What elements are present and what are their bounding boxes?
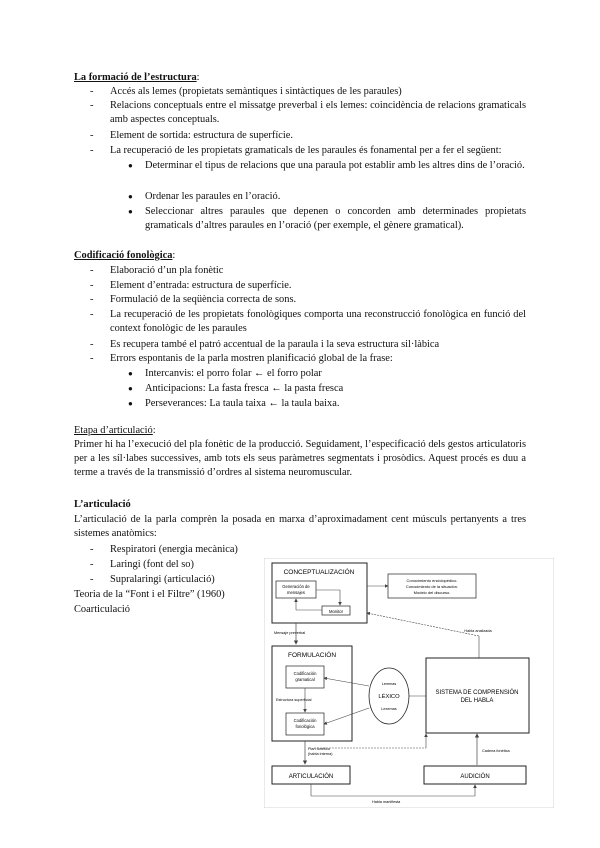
section1-heading [74, 71, 200, 85]
section4-paragraph: L’articulació de la parla comprèn la posada en marxa d’aproximadament cent músculs pertanyents a tres sistemes anatòmics: [74, 514, 526, 539]
round-bullet: ● [128, 399, 133, 408]
section2-item-3: Formulació de la seqüència correcta de sons. [110, 294, 297, 305]
section3-colon: : [152, 425, 156, 436]
articulacion-label: ARTICULACIÓN [288, 774, 334, 780]
dash-bullet: - [90, 309, 94, 320]
section1-item-4: La recuperació de les propietats gramaticals de les paraules és fonamental per a fer el següent: [110, 145, 502, 156]
section1-subitem-1: Determinar el tipus de relacions que una paraula pot establir amb les altres dins de l’oració. [145, 160, 525, 171]
section2-title: Codificació fonològica [74, 250, 173, 261]
section2-subitem-2: Anticipacions: La fasta fresca ← la pasta fresca [145, 383, 344, 394]
section4-item-3: Supralaringi (articulació) [110, 574, 215, 585]
habla-manifiesta-label: Habla manifiesta [372, 800, 401, 804]
section1-item-3: Element de sortida: estructura de superfície. [110, 130, 293, 141]
round-bullet: ● [128, 192, 133, 201]
cadena-fonetica-label: Cadena fonética [482, 749, 510, 753]
section4-line-2: Coarticulació [74, 604, 130, 615]
section2-heading [74, 249, 175, 263]
section2-item-4: La recuperació de les propietats fonològiques comporta una reconstrucció fonològica en funció del context fonològic de les paraules [110, 309, 526, 334]
section2-colon: : [172, 250, 176, 261]
dash-bullet: - [90, 100, 94, 111]
diagram-frame [264, 558, 554, 808]
section2-item-1: Elaboració d’un pla fonètic [110, 265, 224, 276]
section4-title: L’articulació [74, 499, 131, 510]
monitor-label: Monitor [329, 609, 343, 614]
section4-line-1: Teoria de la “Font i el Filtre” (1960) [74, 589, 225, 600]
dash-bullet: - [90, 130, 94, 141]
section3-paragraph: Primer hi ha l’execució del pla fonètic de la producció. Seguidament, l’especificació dels gestos articulatoris per a les síl·labes successives, amb tots els seus paràmetres segmentats i prosòdics. Aquest procés es duu a terme a través de la transmissió d’ordres al sistema neuromuscular. [74, 439, 526, 478]
section3-title: Etapa d’articulació [74, 425, 153, 436]
dash-bullet: - [90, 339, 94, 350]
section3-heading [74, 424, 156, 438]
round-bullet: ● [128, 369, 133, 378]
section2-item-2: Element d’entrada: estructura de superfície. [110, 280, 292, 291]
section1-colon: : [196, 72, 200, 83]
cod-fonologica-line-1: Codificación [293, 718, 317, 723]
lemmas-label: Lemmas [381, 682, 397, 686]
round-bullet: ● [128, 161, 133, 170]
section1-subitem-3: Seleccionar altres paraules que depenen o concorden amb determinades propietats gramaticals d’altres paraules en l’oració (per exemple, el gènere gramatical). [145, 206, 526, 231]
sistema-line-1: SISTEMA DE COMPRENSIÓN [435, 690, 519, 696]
round-bullet: ● [128, 207, 133, 216]
plan-fonetico-line-1: Plan fonético [308, 747, 330, 751]
estructura-superficial-label: Estructura superficial [276, 698, 312, 702]
speech-production-diagram [264, 558, 554, 808]
conceptualizacion-label: CONCEPTUALIZACIÓN [283, 569, 355, 576]
dash-bullet: - [90, 294, 94, 305]
lexemas-label: Lexemas [381, 707, 397, 711]
generacion-line-1: Generación de [282, 584, 310, 589]
dash-bullet: - [90, 280, 94, 291]
formulacion-label: FORMULACIÓN [287, 652, 337, 659]
dash-bullet: - [90, 86, 94, 97]
dash-bullet: - [90, 145, 94, 156]
section4-item-1: Respiratori (energia mecànica) [110, 544, 238, 555]
cod-fonologica-line-2: fonológica [295, 724, 315, 729]
section2-item-6: Errors espontanis de la parla mostren planificació global de la frase: [110, 353, 393, 364]
section2-subitem-3: Perseverances: La taula taixa ← la taula baixa. [145, 398, 340, 409]
lexico-label: LÉXICO [378, 694, 400, 700]
dash-bullet: - [90, 559, 94, 570]
section1-item-1: Accés als lemes (propietats semàntiques i sintàctiques de les paraules) [110, 86, 402, 97]
section2-subitem-1: Intercanvis: el porro folar ← el forro polar [145, 368, 322, 379]
round-bullet: ● [128, 384, 133, 393]
section1-subitem-2: Ordenar les paraules en l’oració. [145, 191, 281, 202]
conocimiento-line-2: Conocimiento de la situación. [405, 584, 459, 589]
section1-item-2: Relacions conceptuals entre el missatge preverbal i els lemes: coincidència de relacions gramaticals amb aspectes conceptuals. [110, 100, 526, 125]
conocimiento-line-1: Conocimiento enciclopédico. [406, 578, 458, 583]
dash-bullet: - [90, 353, 94, 364]
mensaje-preverbal-label: Mensaje preverbal [274, 631, 306, 635]
section1-title: La formació de l’estructura [74, 72, 197, 83]
dash-bullet: - [90, 265, 94, 276]
habla-analizada-label: Habla analizada [464, 629, 492, 633]
audicion-label: AUDICIÓN [460, 774, 490, 780]
cod-gramatical-line-1: Codificación [293, 671, 317, 676]
section2-item-5: Es recupera també el patró accentual de la paraula i la seva estructura sil·làbica [110, 339, 440, 350]
conocimiento-line-3: Modelo del discurso. [413, 590, 451, 595]
cod-gramatical-line-2: gramatical [295, 677, 315, 682]
plan-fonetico-line-2: (habla interna) [308, 752, 333, 756]
generacion-line-2: mensajes [287, 590, 305, 595]
dash-bullet: - [90, 544, 94, 555]
sistema-line-2: DEL HABLA [460, 698, 494, 704]
section4-item-2: Laringi (font del so) [110, 559, 194, 570]
dash-bullet: - [90, 574, 94, 585]
